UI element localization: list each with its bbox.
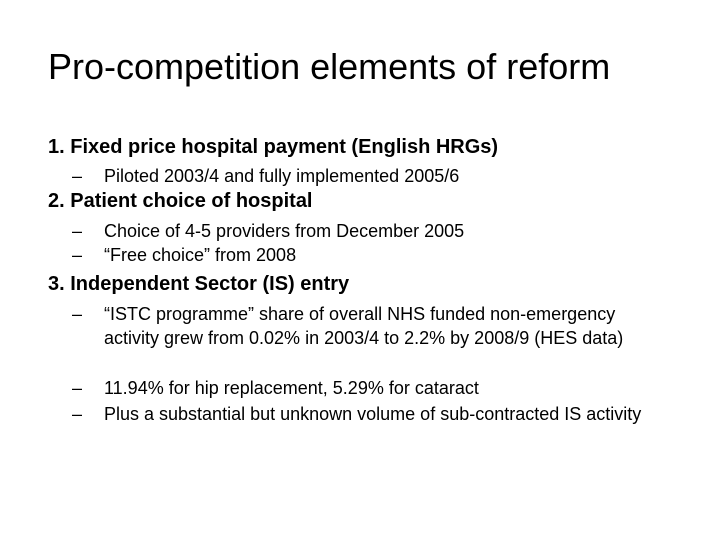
section-heading-payment: 1. Fixed price hospital payment (English HRGs) — [48, 136, 499, 158]
bullet-text: Piloted 2003/4 and fully implemented 2005/6 — [104, 166, 460, 186]
bullet-text: “ISTC programme” share of overall NHS funded non-emergency activity grew from 0.02% in 2003/4 to 2.2% by 2008/9 (HES data) — [104, 304, 624, 348]
bullet-text: Plus a substantial but unknown volume of sub-contracted IS activity — [104, 404, 642, 424]
section-heading-independent-sector: 3. Independent Sector (IS) entry — [48, 273, 350, 295]
bullet-text: Choice of 4-5 providers from December 2005 — [104, 221, 465, 241]
dash-bullet: – — [72, 166, 83, 186]
dash-bullet: – — [72, 404, 83, 424]
bullet-choice-providers — [72, 219, 672, 243]
section-heading-choice: 2. Patient choice of hospital — [48, 190, 313, 212]
dash-bullet: – — [72, 378, 83, 398]
bullet-text: “Free choice” from 2008 — [104, 245, 297, 265]
dash-bullet: – — [72, 245, 83, 265]
dash-bullet: – — [72, 304, 83, 324]
dash-bullet: – — [72, 221, 83, 241]
slide-title: Pro-competition elements of reform — [48, 46, 611, 87]
bullet-sub-contracted — [72, 402, 672, 426]
bullet-hip-cataract — [72, 376, 672, 400]
bullet-text: 11.94% for hip replacement, 5.29% for cataract — [104, 378, 479, 398]
bullet-free-choice — [72, 243, 672, 267]
bullet-piloted — [72, 164, 672, 188]
bullet-istc-programme — [72, 302, 672, 350]
